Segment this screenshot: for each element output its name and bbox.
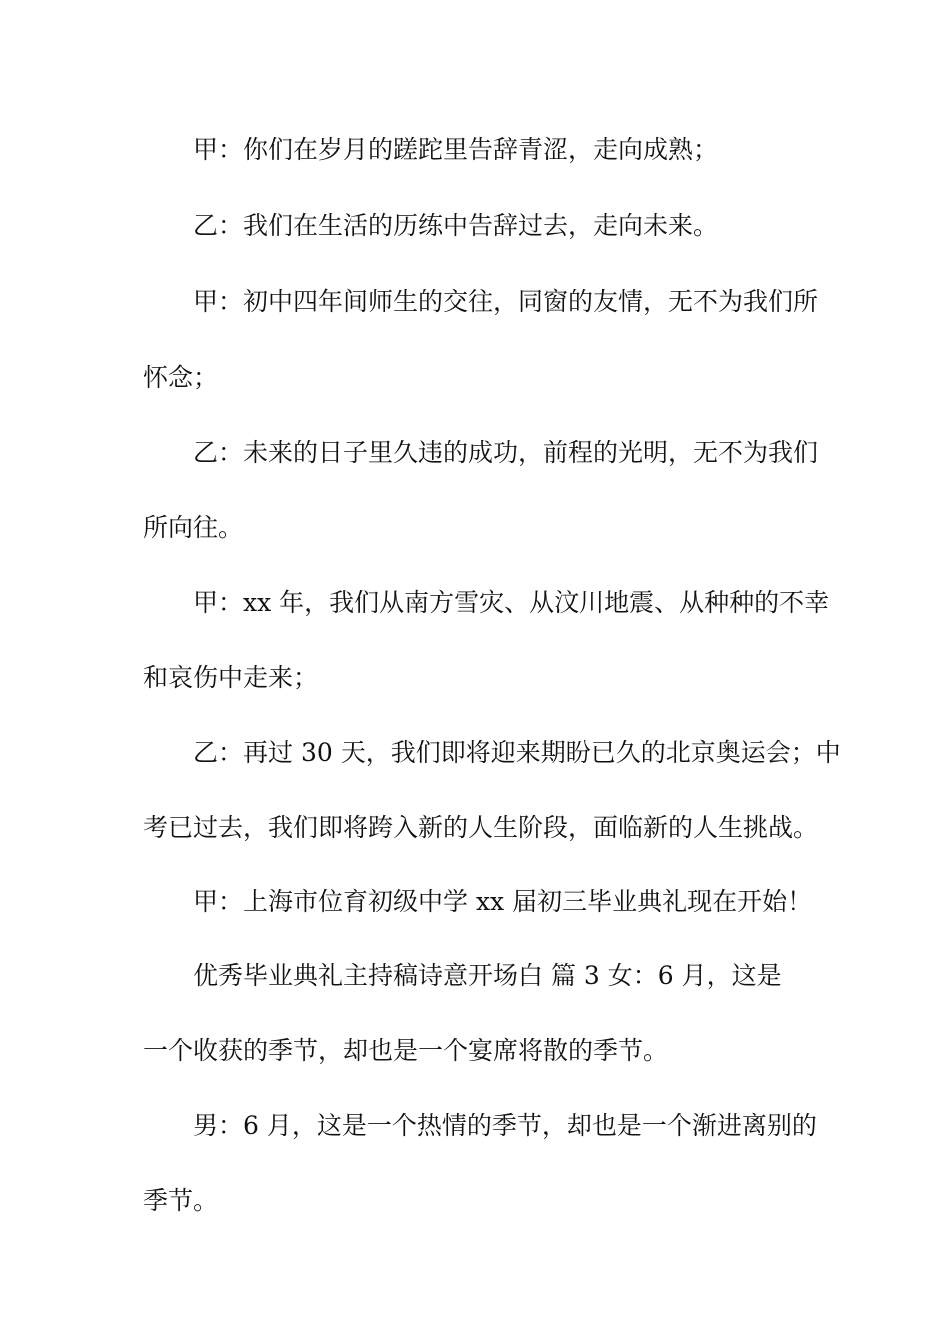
- paragraph-line: 和哀伤中走来；: [143, 663, 319, 692]
- paragraph-line: 一个收获的季节，却也是一个宴席将散的季节。: [143, 1036, 669, 1065]
- paragraph-line: 甲：上海市位育初级中学 xx 届初三毕业典礼现在开始！: [193, 887, 813, 916]
- paragraph-line: 季节。: [143, 1186, 219, 1215]
- paragraph-line: 男：6 月，这是一个热情的季节，却也是一个渐进离别的: [193, 1111, 817, 1140]
- paragraph-line: 甲：你们在岁月的蹉跎里告辞青涩，走向成熟；: [193, 135, 719, 164]
- paragraph-line: 甲：初中四年间师生的交往，同窗的友情，无不为我们所: [193, 287, 819, 316]
- paragraph-line: 甲：xx 年，我们从南方雪灾、从汶川地震、从种种的不幸: [193, 588, 830, 617]
- paragraph-line: 乙：再过 30 天，我们即将迎来期盼已久的北京奥运会；中: [193, 738, 841, 767]
- paragraph-line: 乙：未来的日子里久违的成功，前程的光明，无不为我们: [193, 438, 819, 467]
- paragraph-line: 乙：我们在生活的历练中告辞过去，走向未来。: [193, 211, 719, 240]
- paragraph-line: 考已过去，我们即将跨入新的人生阶段，面临新的人生挑战。: [143, 813, 819, 842]
- paragraph-line: 优秀毕业典礼主持稿诗意开场白 篇 3 女：6 月，这是: [193, 961, 782, 990]
- paragraph-line: 所向往。: [143, 513, 244, 542]
- paragraph-line: 怀念；: [143, 363, 219, 392]
